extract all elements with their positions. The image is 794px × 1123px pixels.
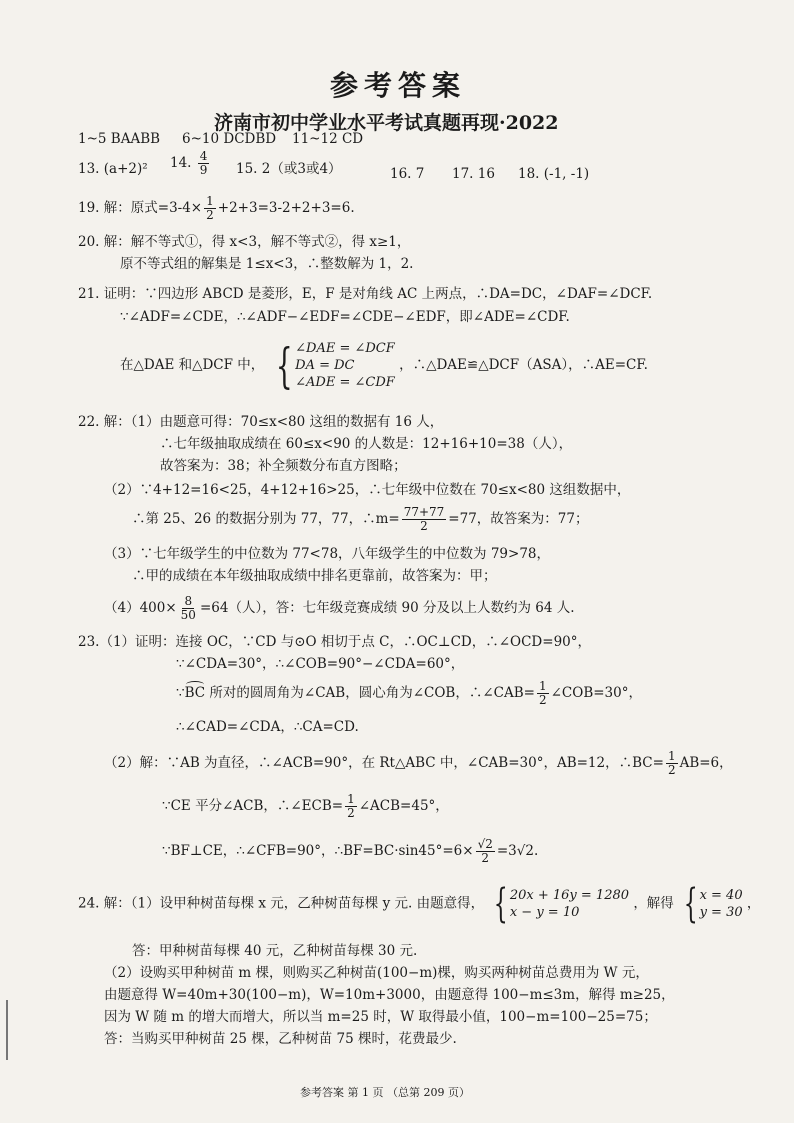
fraction: $\frac{1}{2}$ xyxy=(206,194,214,222)
fraction: $\frac{1}{2}$ xyxy=(347,792,355,820)
fraction: $\frac{√2}{2}$ xyxy=(477,837,493,865)
solution-q21-system: 在△DAE 和△DCF 中， { ∠DAE = ∠DCF DA = DC ∠ADE = ∠CDF ，∴△DAE≌△DCF（ASA），∴AE=CF. xyxy=(120,337,648,394)
solution-q24-line1: 24. 解：（1）设甲种树苗每棵 x 元，乙种树苗每棵 y 元. 由题意得， { 20x + 16y = 1280 x − y = 10 ，解得 { x = 40 y = 30 ， xyxy=(78,881,761,927)
solution-q19: 19. 解：原式=3-4× $\frac{1}{2}$ +2+3=3-2+2+3=6. xyxy=(78,194,355,222)
solution-q21-line2: ∵∠ADF=∠CDE，∴∠ADF−∠EDF=∠CDE−∠EDF，即∠ADE=∠CDF. xyxy=(120,309,570,325)
solution-q24-line3: （2）设购买甲种树苗 m 棵，则购买乙种树苗(100−m)棵，购买两种树苗总费用为 W 元， xyxy=(104,965,649,981)
solution-q23-line6: ∵CE 平分∠ACB，∴∠ECB= $\frac{1}{2}$ ∠ACB=45°， xyxy=(162,792,449,820)
solution-q22-line5: ∴第 25、26 的数据分别为 77，77，∴m= $\frac{77+77}{2}$ =77，故答案为：77； xyxy=(132,505,589,533)
equation-system: { 20x + 16y = 1280 x − y = 10 xyxy=(494,881,630,927)
solution-q23-line7: ∵BF⊥CE，∴∠CFB=90°，∴BF=BC·sin45°=6× $\frac{√2}{2}$ =3√2. xyxy=(162,837,539,865)
solution-q21-line1: 21. 证明：∵四边形 ABCD 是菱形，E，F 是对角线 AC 上两点，∴DA=DC，∠DAF=∠DCF. xyxy=(78,286,653,302)
fraction: $\frac{77+77}{2}$ xyxy=(403,505,445,533)
solution-q24-line4: 由题意得 W=40m+30(100−m)，W=10m+3000，由题意得 100−m≤3m，解得 m≥25， xyxy=(104,987,675,1003)
answer-q13: 13. (a+2)² xyxy=(78,161,148,177)
solution-q23-line4: ∴∠CAD=∠CDA，∴CA=CD. xyxy=(176,719,359,735)
solution-q24-line6: 答：当购买甲种树苗 25 棵，乙种树苗 75 棵时，花费最少. xyxy=(104,1031,457,1047)
solution-q20-line2: 原不等式组的解集是 1≤x<3，∴整数解为 1，2. xyxy=(120,256,414,272)
solution-q23-line2: ∵∠CDA=30°，∴∠COB=90°−∠CDA=60°， xyxy=(176,656,465,672)
left-brace-icon: { xyxy=(275,337,293,394)
solution-q20-line1: 20. 解：解不等式①，得 x<3，解不等式②，得 x≥1， xyxy=(78,234,411,250)
answer-q18: 18. (-1, -1) xyxy=(518,166,590,182)
answer-choice-6-10: 6~10 DCDBD xyxy=(182,131,277,147)
solution-q22-line2: ∴七年级抽取成绩在 60≤x<90 的人数是：12+16+10=38（人）， xyxy=(160,436,573,452)
fraction: $\frac{8}{50}$ xyxy=(180,594,196,622)
fraction: $\frac{1}{2}$ xyxy=(538,679,547,707)
solution-q23-line1: 23.（1）证明：连接 OC，∵CD 与⊙O 相切于点 C，∴OC⊥CD，∴∠OCD=90°， xyxy=(78,634,591,650)
answer-choice-11-12: 11~12 CD xyxy=(292,131,364,147)
solution-q22-line6: （3）∵七年级学生的中位数为 77<78，八年级学生的中位数为 79>78， xyxy=(104,546,551,562)
page-title: 参考答案 xyxy=(330,69,467,102)
equation-system: { ∠DAE = ∠DCF DA = DC ∠ADE = ∠CDF xyxy=(275,337,395,394)
solution-q22-line4: （2）∵4+12=16<25，4+12+16>25，∴七年级中位数在 70≤x<80 这组数据中， xyxy=(104,482,631,498)
solution-q23-line5: （2）解：∵AB 为直径，∴∠ACB=90°，在 Rt△ABC 中，∠CAB=30°，AB=12，∴BC= $\frac{1}{2}$ AB=6， xyxy=(104,749,733,777)
arc-bc: BC xyxy=(184,685,206,701)
solution-q22-line3: 故答案为：38；补全频数分布直方图略； xyxy=(160,458,407,474)
left-brace-icon: { xyxy=(683,881,698,927)
solution-system: { x = 40 y = 30 xyxy=(683,881,743,927)
solution-q24-line5: 因为 W 随 m 的增大而增大，所以当 m=25 时，W 取得最小值，100−m=100−25=75； xyxy=(104,1009,657,1025)
scan-edge xyxy=(6,1000,8,1060)
solution-q23-line3: ∵BC 所对的圆周角为∠CAB，圆心角为∠COB，∴∠CAB= $\frac{1}{2}$ ∠COB=30°， xyxy=(176,679,642,707)
answer-q14: 14. $\frac{4}{9}$ xyxy=(170,149,208,177)
solution-q22-line1: 22. 解：（1）由题意可得：70≤x<80 这组的数据有 16 人， xyxy=(78,414,444,430)
page-footer: 参考答案 第 1 页 （总第 209 页） xyxy=(300,1086,470,1099)
answer-q15: 15. 2（或3或4） xyxy=(236,161,342,177)
solution-q22-line7: ∴甲的成绩在本年级抽取成绩中排名更靠前，故答案为：甲； xyxy=(132,568,497,584)
solution-q24-line2: 答：甲种树苗每棵 40 元，乙种树苗每棵 30 元. xyxy=(132,943,418,959)
answer-choice-1-5: 1~5 BAABB xyxy=(78,131,161,147)
answer-q17: 17. 16 xyxy=(452,166,495,182)
left-brace-icon: { xyxy=(494,881,509,927)
fraction: $\frac{1}{2}$ xyxy=(667,749,676,777)
solution-q22-line8: （4）400× $\frac{8}{50}$ =64（人），答：七年级竞赛成绩 90 分及以上人数约为 64 人. xyxy=(104,594,575,622)
answer-q16: 16. 7 xyxy=(390,166,425,182)
page-subtitle: 济南市初中学业水平考试真题再现·2022 xyxy=(214,112,559,134)
fraction: $\frac{4}{9}$ xyxy=(199,149,208,177)
